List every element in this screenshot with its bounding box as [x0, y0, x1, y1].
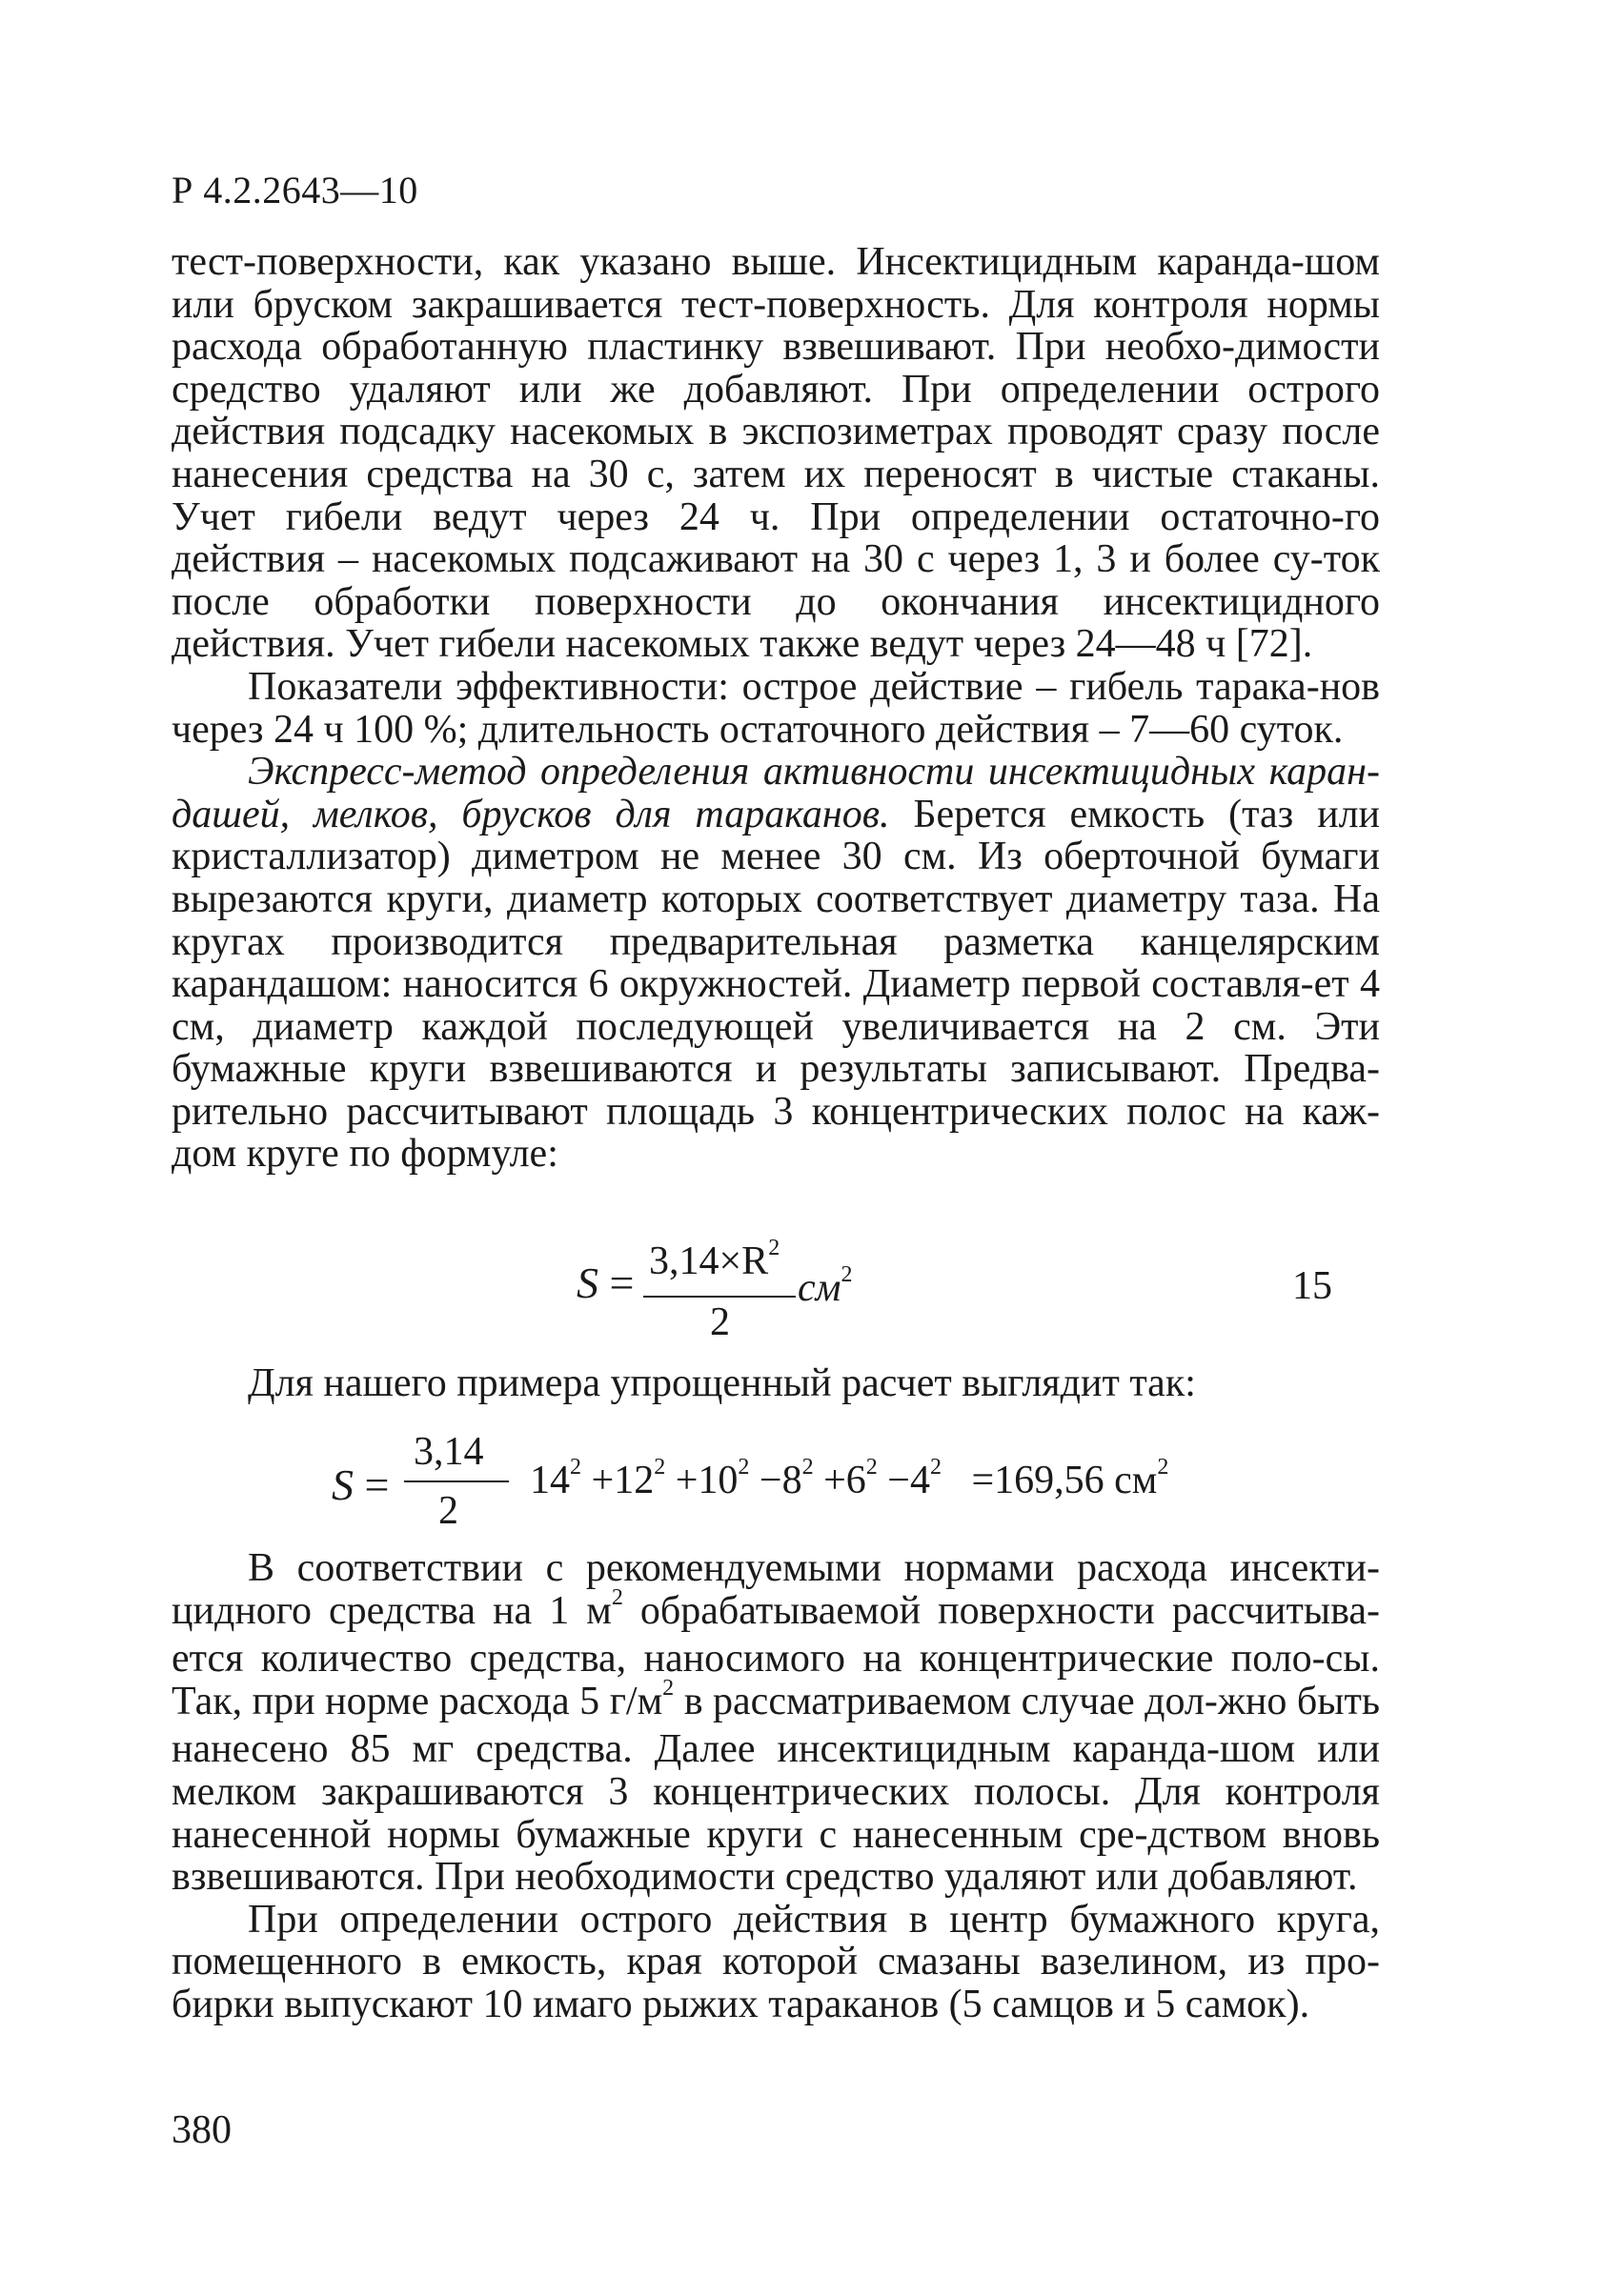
paragraph-3	[172, 751, 1380, 1176]
formula-area-denominator: 2	[710, 1300, 730, 1344]
formula-example-fraction-bar	[404, 1480, 509, 1482]
formula-example-numerator: 3,14	[414, 1430, 484, 1474]
formula-example-terms: $14^2 +12^2 +10^2 -8^2 +6^2 -4^2$ =169,56 $см^2$	[530, 1455, 1169, 1502]
paragraph-1: тест-поверхности, как указано выше. Инсектицидным каранда-шом или бруском закрашивается тест-поверхность. Для контроля нормы расхода обработанную пластинку взвешивают. При необхо-димости средство удаляют или же добавляют. При определении острого действия подсадку насекомых в экспозиметрах проводят сразу после нанесения средства на 30 с, затем их переносят в чистые стаканы. Учет гибели ведут через 24 ч. При определении остаточно-го действия – насекомых подсаживают на 30 с через 1, 3 и более су-ток после обработки поверхности до окончания инсектицидного действия. Учет гибели насекомых также ведут через 24—48 ч [72].	[172, 240, 1380, 667]
example-intro-line: Для нашего примера упрощенный расчет выглядит так:	[248, 1361, 1196, 1405]
text-block-bottom	[172, 1547, 1380, 2026]
formula-area	[577, 1236, 958, 1353]
formula-example	[332, 1429, 1285, 1543]
paragraph-3-italic-lead: Экспресс-метод определения активности инсектицидных каран-дашей, мелков, брусков для тараканов.	[172, 750, 1380, 836]
formula-area-lhs: S =	[577, 1259, 635, 1307]
document-code: Р 4.2.2643—10	[172, 169, 418, 211]
paragraph-5: При определении острого действия в центр бумажного круга, помещенного в емкость, края которой смазаны вазелином, из про-бирки выпускают 10 имаго рыжих тараканов (5 самцов и 5 самок).	[172, 1897, 1380, 2026]
paragraph-3-rest: Берется емкость (таз или кристаллизатор) диметром не менее 30 см. Из оберточной бумаги вырезаются круги, диаметр которых соответствует диаметру таза. На кругах производится предварительная разметка канцелярским карандашом: наносится 6 окружностей. Диаметр первой составля-ет 4 см, диаметр каждой последующей увеличивается на 2 см. Эти бумажные круги взвешиваются и результаты записывают. Предва-рительно рассчитывают площадь 3 концентрических полос на каж-дом круге по формуле:	[172, 792, 1380, 1177]
page-number: 380	[172, 2108, 232, 2152]
formula-example-result: =169,56 см	[971, 1459, 1158, 1502]
formula-area-numerator: $3,14\times R^2$	[649, 1236, 780, 1283]
formula-example-lhs: S =	[332, 1460, 390, 1509]
formula-area-unit: $см^2$	[798, 1262, 853, 1310]
formula-example-denominator: 2	[438, 1489, 458, 1533]
text-block-top	[172, 241, 1380, 1176]
formula-area-fraction-bar	[643, 1296, 796, 1298]
equation-number: 15	[1292, 1264, 1332, 1308]
paragraph-4: В соответствии с рекомендуемыми нормами расхода инсекти-цидного средства на 1 $м^2$ обрабатываемой поверхности рассчитыва-ется количество средства, наносимого на концентрические поло-сы. Так, при норме расхода 5 $г/м^2$ в рассматриваемом случае дол-жно быть нанесено 85 мг средства. Далее инсектицидным каранда-шом или мелком закрашиваются 3 концентрических полосы. Для контроля нанесенной нормы бумажные круги с нанесенным сре-дством вновь взвешиваются. При необходимости средство удаляют или добавляют.	[172, 1546, 1380, 1900]
paragraph-2: Показатели эффективности: острое действие – гибель тарака-нов через 24 ч 100 %; длительность остаточного действия – 7—60 суток.	[172, 664, 1380, 752]
